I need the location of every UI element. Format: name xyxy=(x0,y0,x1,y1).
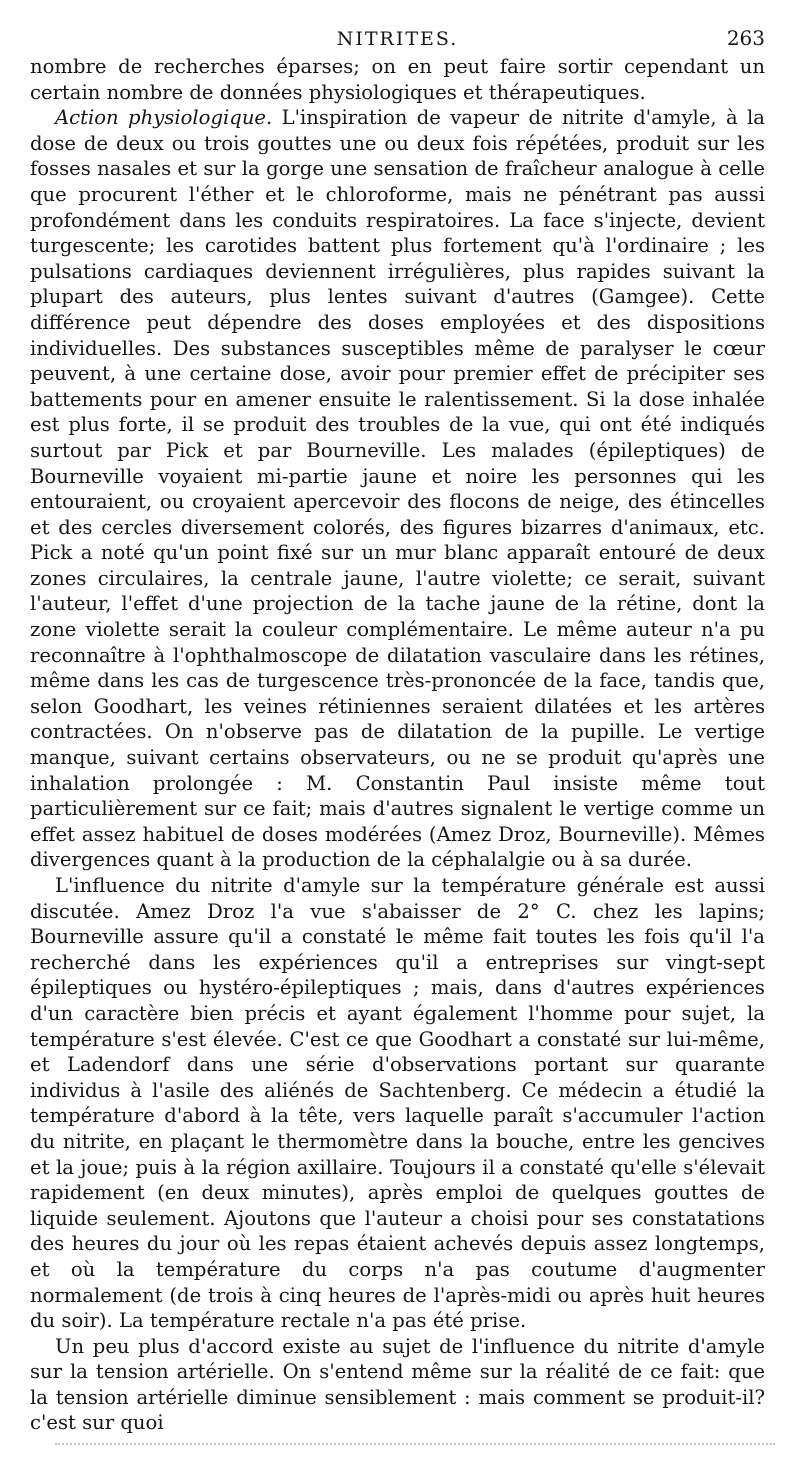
section-lead-in: Action physiologique. xyxy=(55,106,273,130)
paragraph-body: L'inspiration de vapeur de nitrite d'amyle, à la dose de deux ou trois gouttes une ou deux fois répétées, produit sur les fosses nasales et sur la gorge une sensation de fraîcheur analogue à celle que procurent l'éther et le chloroforme, mais ne pénétrant pas aussi profondément dans les conduits respiratoires. La face s'injecte, devient turgescente; les carotides battent plus fortement qu'à l'ordinaire ; les pulsations cardiaques deviennent irrégulières, plus rapides suivant la plupart des auteurs, plus lentes suivant d'autres (Gamgee). Cette différence peut dépendre des doses employées et des dispositions individuelles. Des substances susceptibles même de paralyser le cœur peuvent, à une certaine dose, avoir pour premier effet de précipiter ses battements pour en amener ensuite le ralentissement. Si la dose inhalée est plus forte, il se produit des troubles de la vue, qui ont été indiqués surtout par Pick et par Bourneville. Les malades (épileptiques) de Bourneville voyaient mi-partie jaune et noire les personnes qui les entouraient, ou croyaient apercevoir des flocons de neige, des étincelles et des cercles diversement colorés, des figures bizarres d'animaux, etc. Pick a noté qu'un point fixé sur un mur blanc apparaît entouré de deux zones circulaires, la centrale jaune, l'autre violette; ce serait, suivant l'auteur, l'effet d'une projection de la tache jaune de la rétine, dont la zone violette serait la couleur complémentaire. Le même auteur n'a pu reconnaître à l'ophthalmoscope de dilatation vasculaire dans les rétines, même dans les cas de turgescence très-prononcée de la face, tandis que, selon Goodhart, les veines rétiniennes seraient dilatées et les artères contractées. On n'observe pas de dilatation de la pupille. Le vertige manque, suivant certains observateurs, ou ne se produit qu'après une inhalation prolongée : M. Constantin Paul insiste même tout particulièrement sur ce fait; mais d'autres signalent le vertige comme un effet assez habituel de doses modérées (Amez Droz, Bourneville). Mêmes divergences quant à la production de la céphalalgie ou à sa durée. xyxy=(30,106,765,872)
body-text xyxy=(30,54,765,1436)
document-page xyxy=(30,22,765,1436)
bottom-bleed-through xyxy=(55,1443,775,1445)
paragraph-temperature: L'influence du nitrite d'amyle sur la température générale est aussi discutée. Amez Droz l'a vue s'abaisser de 2° C. chez les lapins; Bourneville assure qu'il a constaté le même fait toutes les fois qu'il l'a recherché dans les expériences qu'il a entreprises sur vingt-sept épileptiques ou hystéro-épileptiques ; mais, dans d'autres expériences d'un caractère bien précis et ayant également l'homme pour sujet, la température s'est élevée. C'est ce que Goodhart a constaté sur lui-même, et Ladendorf dans une série d'observations portant sur quarante individus à l'asile des aliénés de Sachtenberg. Ce médecin a étudié la température d'abord à la tête, vers laquelle paraît s'accumuler l'action du nitrite, en plaçant le thermomètre dans la bouche, entre les gencives et la joue; puis à la région axillaire. Toujours il a constaté qu'elle s'élevait rapidement (en deux minutes), après emploi de quelques gouttes de liquide seulement. Ajoutons que l'auteur a choisi pour ses constatations des heures du jour où les repas étaient achevés depuis assez longtemps, et où la température du corps n'a pas coutume d'augmenter normalement (de trois à cinq heures de l'après-midi ou après huit heures du soir). La température rectale n'a pas été prise. xyxy=(30,874,765,1333)
running-head xyxy=(30,22,765,54)
running-title: NITRITES. xyxy=(336,28,459,50)
paragraph-action-physiologique xyxy=(30,105,765,873)
page-number: 263 xyxy=(726,26,765,50)
paragraph-continuation: nombre de recherches éparses; on en peut faire sortir cependant un certain nombre de données physiologiques et thérapeutiques. xyxy=(30,55,765,104)
paragraph-tension-arterielle: Un peu plus d'accord existe au sujet de l'influence du nitrite d'amyle sur la tension artérielle. On s'entend même sur la réalité de ce fait: que la tension artérielle diminue sensiblement : mais comment se produit-il? c'est sur quoi xyxy=(30,1334,765,1435)
